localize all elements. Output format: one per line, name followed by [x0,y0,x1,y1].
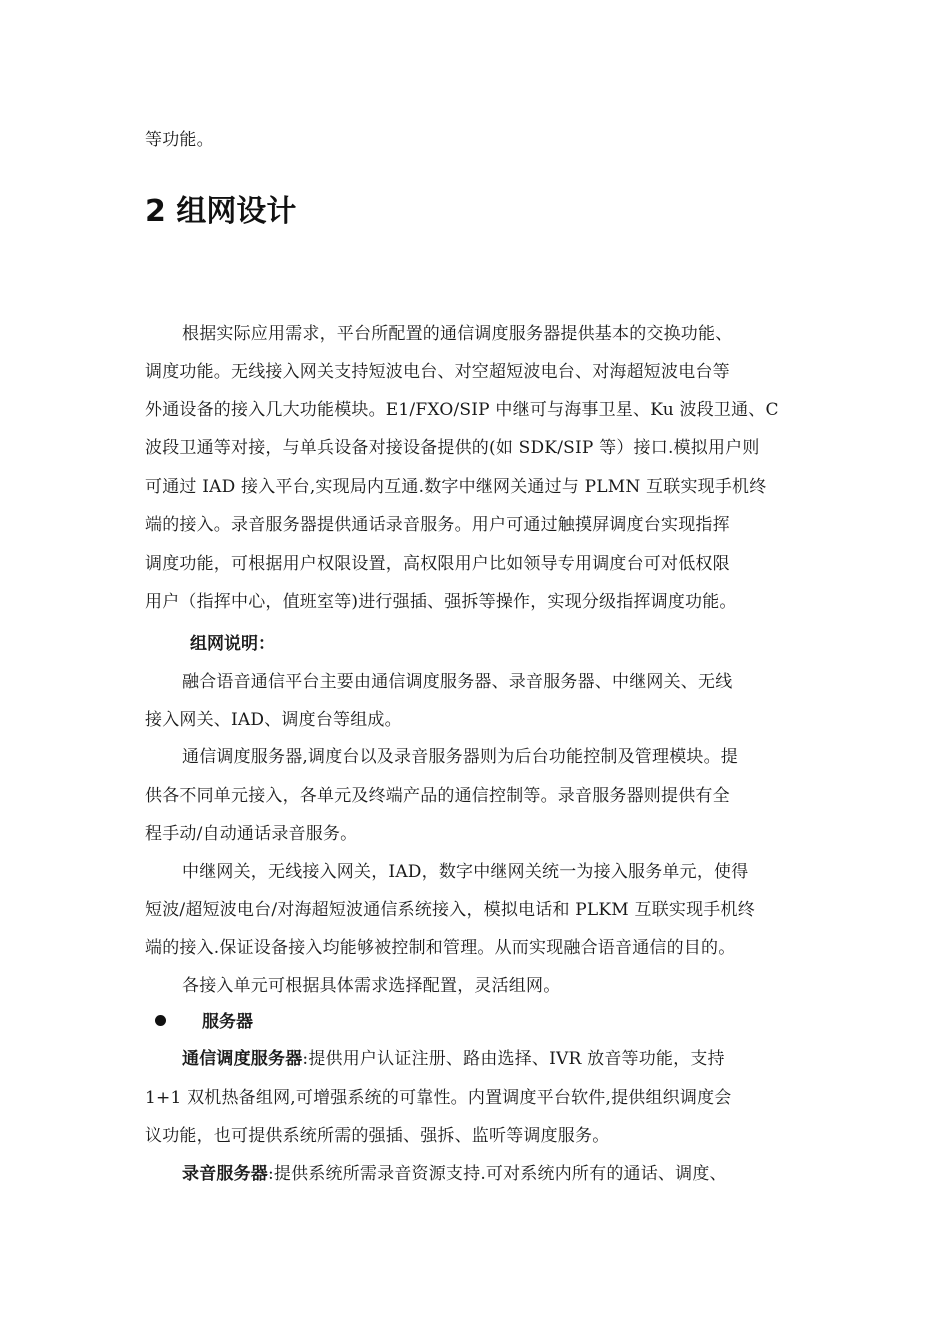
server-description: :提供用户认证注册、路由选择、IVR 放音等功能，支持 [302,1049,725,1069]
intro-line: 波段卫通等对接，与单兵设备对接设备提供的(如 SDK/SIP 等）接口.模拟用户则 [145,438,760,458]
bullet-label: 服务器 [202,1012,253,1032]
paragraph-line: 各接入单元可根据具体需求选择配置，灵活组网。 [182,976,561,996]
paragraph-line: 议功能，也可提供系统所需的强插、强拆、监听等调度服务。 [145,1126,610,1146]
top-fragment: 等功能。 [145,130,214,150]
bullet-dot-icon [155,1015,166,1026]
paragraph-line: 短波/超短波电台/对海超短波通信系统接入，模拟电话和 PLKM 互联实现手机终 [145,900,755,920]
paragraph-line: 融合语音通信平台主要由通信调度服务器、录音服务器、中继网关、无线 [182,672,733,692]
intro-line: 端的接入。录音服务器提供通话录音服务。用户可通过触摸屏调度台实现指挥 [145,515,730,535]
networking-subheading: 组网说明： [190,634,275,654]
bullet-item-server [155,1010,253,1034]
intro-line: 根据实际应用需求，平台所配置的通信调度服务器提供基本的交换功能、 [182,324,733,344]
paragraph-line: 程手动/自动通话录音服务。 [145,824,358,844]
intro-line: 调度功能，可根据用户权限设置，高权限用户比如领导专用调度台可对低权限 [145,554,730,574]
server-item-recording [182,1162,727,1186]
paragraph-line: 接入网关、IAD、调度台等组成。 [145,710,402,730]
intro-line: 可通过 IAD 接入平台,实现局内互通.数字中继网关通过与 PLMN 互联实现手机终 [145,477,767,497]
paragraph-line: 通信调度服务器,调度台以及录音服务器则为后台功能控制及管理模块。提 [182,747,739,767]
intro-line: 外通设备的接入几大功能模块。E1/FXO/SIP 中继可与海事卫星、Ku 波段卫通、C [145,400,779,420]
paragraph-line: 中继网关，无线接入网关，IAD，数字中继网关统一为接入服务单元，使得 [182,862,749,882]
paragraph-line: 1+1 双机热备组网,可增强系统的可靠性。内置调度平台软件,提供组织调度会 [145,1088,732,1108]
server-term: 录音服务器 [182,1164,268,1184]
server-description: :提供系统所需录音资源支持.可对系统内所有的通话、调度、 [268,1164,727,1184]
paragraph-line: 端的接入.保证设备接入均能够被控制和管理。从而实现融合语音通信的目的。 [145,938,736,958]
server-term: 通信调度服务器 [182,1049,303,1069]
paragraph-line: 供各不同单元接入，各单元及终端产品的通信控制等。录音服务器则提供有全 [145,786,730,806]
intro-line: 用户（指挥中心，值班室等)进行强插、强拆等操作，实现分级指挥调度功能。 [145,592,737,612]
intro-line: 调度功能。无线接入网关支持短波电台、对空超短波电台、对海超短波电台等 [145,362,730,382]
server-item-dispatch [182,1047,725,1071]
section-heading: 2 组网设计 [145,194,297,229]
